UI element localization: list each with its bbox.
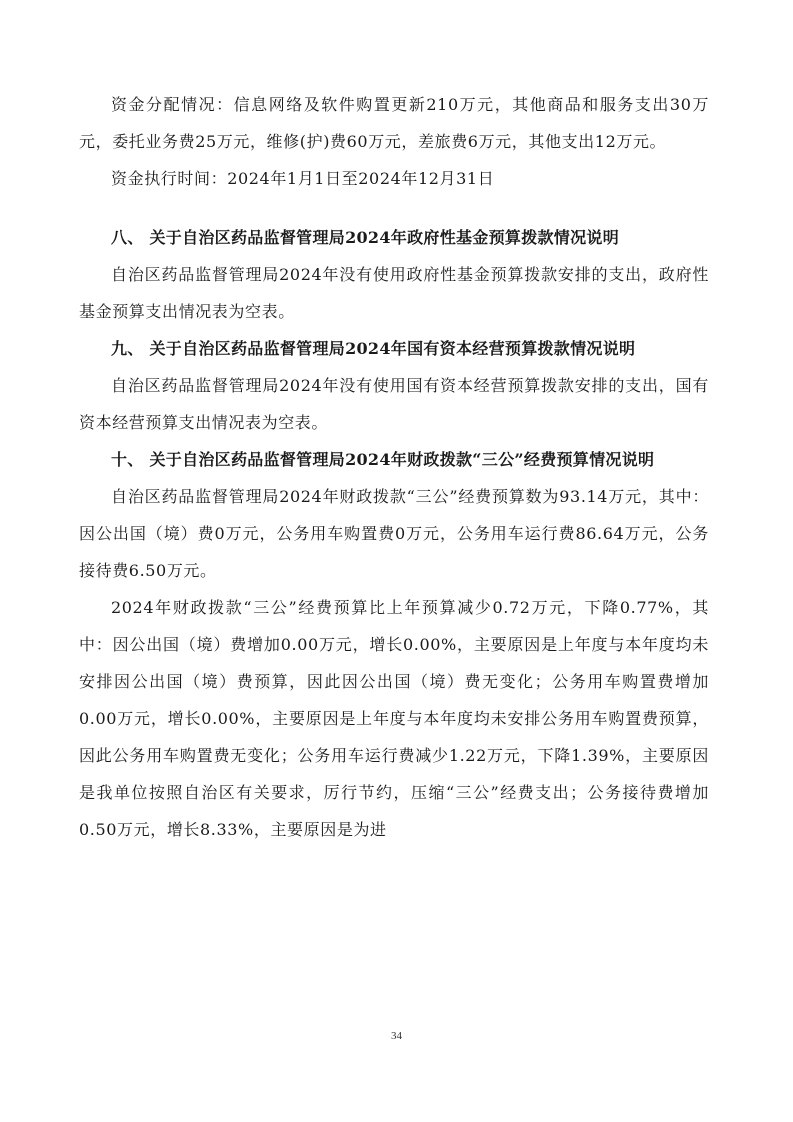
section-body-paragraph: 2024年财政拨款“三公”经费预算比上年预算减少0.72万元，下降0.77%，其中：因公出国（境）费增加0.00万元，增长0.00%，主要原因是上年度与本年度均未安排因公出国（境）费预算，因此因公出国（境）费无变化；公务用车购置费增加0.00万元，增长0.00%，主要原因是上年度与本年度均未安排公务用车购置费预算，因此公务用车购置费无变化；公务用车运行费减少1.22万元，下降1.39%，主要原因是我单位按照自治区有关要求，厉行节约，压缩“三公”经费支出；公务接待费增加0.50万元，增长8.33%，主要原因是为进 xyxy=(79,598,709,839)
section-heading: 九、 关于自治区药品监督管理局2024年国有资本经营预算拨款情况说明 xyxy=(111,339,636,358)
section-heading: 八、 关于自治区药品监督管理局2024年政府性基金预算拨款情况说明 xyxy=(111,228,620,247)
section-state-capital xyxy=(79,330,709,441)
section-body-paragraph: 自治区药品监督管理局2024年没有使用政府性基金预算拨款安排的支出，政府性基金预算支出情况表为空表。 xyxy=(79,265,709,321)
section-heading: 十、 关于自治区药品监督管理局2024年财政拨款“三公”经费预算情况说明 xyxy=(111,450,655,469)
document-page xyxy=(79,86,709,848)
section-body-paragraph: 自治区药品监督管理局2024年财政拨款“三公”经费预算数为93.14万元，其中：因公出国（境）费0万元，公务用车购置费0万元，公务用车运行费86.64万元，公务接待费6.50万元。 xyxy=(79,487,709,580)
section-gap xyxy=(79,197,709,219)
page-number: 34 xyxy=(391,1030,402,1042)
section-government-fund xyxy=(79,219,709,330)
fund-period-paragraph: 资金执行时间：2024年1月1日至2024年12月31日 xyxy=(111,169,495,188)
section-three-public-expenses xyxy=(79,441,709,848)
fund-allocation-paragraph: 资金分配情况：信息网络及软件购置更新210万元，其他商品和服务支出30万元，委托业务费25万元，维修(护)费60万元，差旅费6万元，其他支出12万元。 xyxy=(79,95,709,151)
section-body-paragraph: 自治区药品监督管理局2024年没有使用国有资本经营预算拨款安排的支出，国有资本经营预算支出情况表为空表。 xyxy=(79,376,709,432)
